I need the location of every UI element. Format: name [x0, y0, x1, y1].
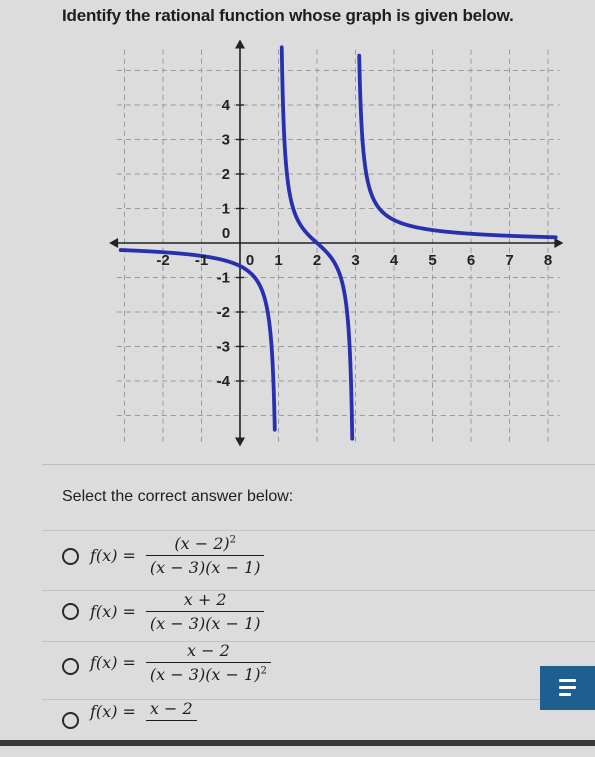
radio-button[interactable] — [62, 712, 79, 729]
numerator: x − 2 — [149, 699, 193, 718]
x-tick-label: 5 — [428, 252, 437, 269]
radio-button[interactable] — [62, 658, 79, 675]
x-tick-label: -2 — [156, 252, 170, 269]
x-tick-label: 8 — [543, 252, 553, 269]
radio-button[interactable] — [62, 548, 79, 565]
denominator: (x − 3)(x − 1) — [149, 614, 261, 634]
x-tick-label: 7 — [505, 252, 514, 269]
formula — [90, 590, 264, 633]
prompt-text: Select the correct answer below: — [62, 488, 294, 505]
x-tick-label: 4 — [389, 252, 399, 269]
x-tick-label: 3 — [351, 252, 360, 269]
y-tick-label: 4 — [221, 97, 230, 114]
x-tick-label: 2 — [312, 252, 322, 269]
y-tick-label: -1 — [216, 269, 230, 287]
x-axis-arrow-right — [554, 238, 563, 248]
formula-lhs: f(x) = — [90, 701, 136, 721]
x-axis-arrow-left — [109, 238, 118, 248]
x-tick-label: 6 — [466, 252, 476, 269]
fraction — [146, 534, 265, 577]
question-text: Identify the rational function whose graph is given below. — [62, 6, 514, 25]
message-icon[interactable] — [540, 666, 595, 710]
formula — [90, 641, 271, 684]
formula — [90, 534, 264, 577]
x-tick-labels — [156, 252, 552, 269]
grid — [117, 50, 560, 443]
denominator: (x − 3)(x − 1) — [149, 558, 261, 578]
bottom-bar — [0, 740, 595, 746]
fraction — [146, 641, 271, 684]
function-graph — [0, 30, 595, 450]
y-tick-label: -3 — [216, 338, 230, 356]
y-tick-label: 2 — [221, 166, 230, 183]
y-tick-label: -2 — [216, 304, 230, 321]
y-tick-label: -4 — [216, 373, 230, 390]
radio-button[interactable] — [62, 603, 79, 620]
y-tick-label: 0 — [221, 225, 231, 242]
x-tick-label: 1 — [274, 252, 283, 269]
formula — [90, 699, 197, 723]
curve-left-branch — [121, 250, 275, 430]
y-tick-label: 3 — [221, 131, 230, 149]
x-tick-label: -1 — [194, 252, 209, 269]
divider — [42, 530, 595, 531]
y-axis-arrow-up — [235, 39, 245, 48]
formula-lhs: f(x) = — [90, 546, 136, 566]
divider — [42, 464, 595, 465]
y-tick-label: 1 — [221, 200, 230, 218]
axes — [109, 39, 563, 446]
fraction — [146, 590, 265, 633]
y-axis-arrow-down — [235, 438, 245, 447]
curve-right-branch — [359, 56, 555, 238]
denominator: $(x - 3)(x - 1)^2$ — [149, 665, 267, 685]
denominator — [167, 721, 175, 723]
formula-lhs: f(x) = — [90, 602, 136, 622]
fraction — [146, 699, 197, 723]
numerator: $(x - 2)^2$ — [174, 534, 236, 553]
numerator: x − 2 — [186, 641, 230, 660]
x-tick-label: 0 — [245, 252, 255, 269]
formula-lhs: f(x) = — [90, 653, 136, 673]
numerator: x + 2 — [183, 590, 227, 609]
